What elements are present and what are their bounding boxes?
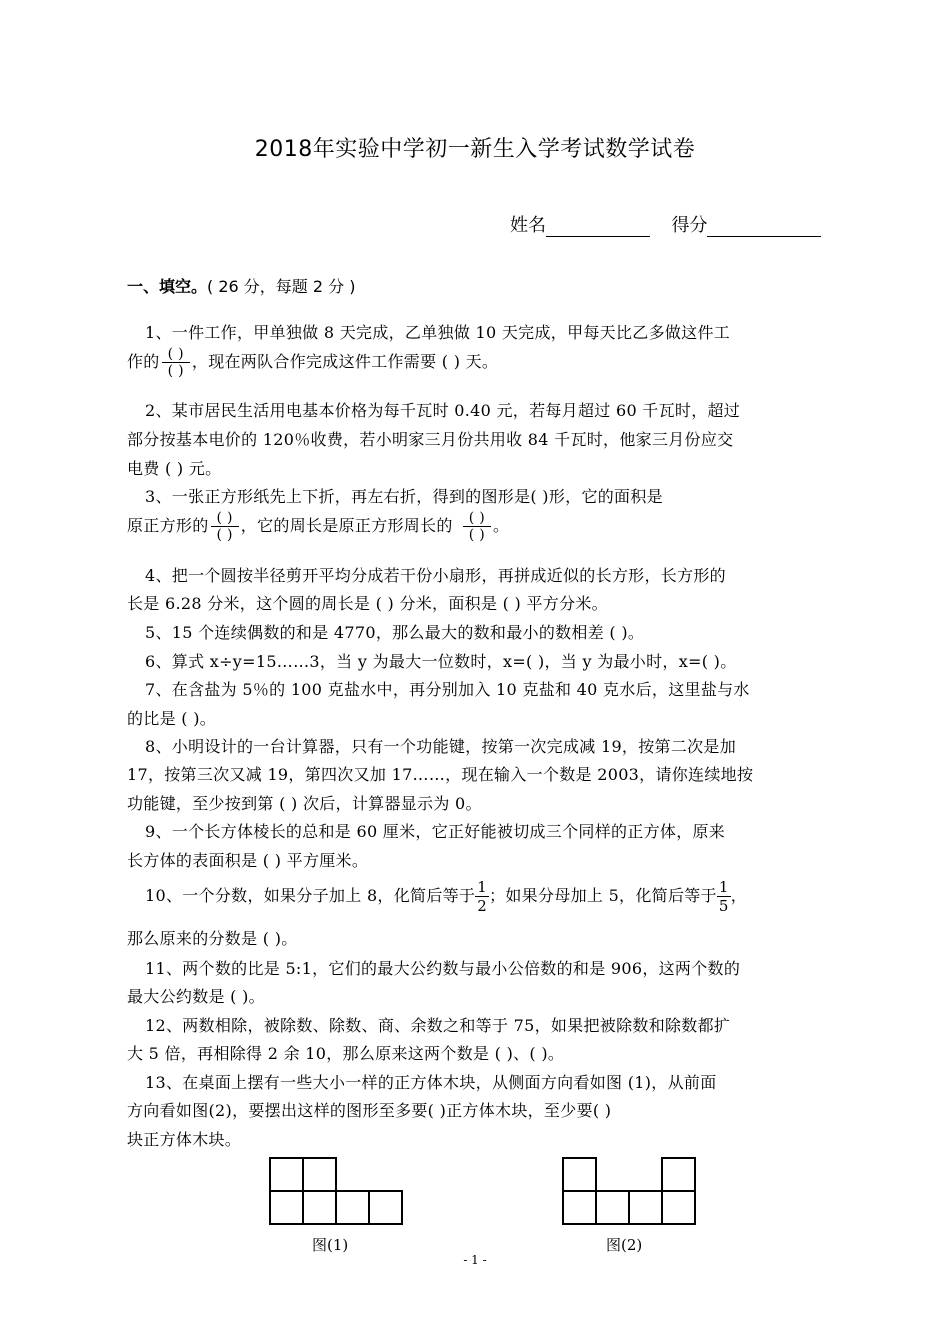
question-5: 5、15 个连续偶数的和是 4770，那么最大的数和最小的数相差 ( )。 [145,623,645,642]
q3-text-mid: ，它的周长是原正方形周长的 [240,516,453,535]
question-8-line-1: 8、小明设计的一台计算器，只有一个功能键，按第一次完成减 19，按第二次是加 [145,737,737,756]
fraction-numerator: ( ) [211,510,239,527]
name-blank[interactable] [546,214,650,237]
grid-cell [563,1158,596,1191]
question-13-line-3: 块正方体木块。 [127,1130,242,1149]
q10-text-mid: ；如果分母加上 5，化简后等于 [489,886,717,905]
q10-text-post: ， [730,886,748,905]
grid-cell [662,1158,695,1191]
grid-cell [563,1191,596,1224]
q3-text-post: 。 [492,516,510,535]
question-9-line-1: 9、一个长方体棱长的总和是 60 厘米，它正好能被切成三个同样的正方体，原来 [145,822,726,841]
question-3-line-2 [127,510,509,543]
grid-cell [303,1191,336,1224]
q1-fraction-blank[interactable] [162,346,190,379]
grid-cell [662,1191,695,1224]
page-number: - 1 - [463,1253,487,1267]
figure-2-caption: 图(2) [606,1236,643,1254]
section-points: ( 26 分，每题 2 分 ) [207,277,356,296]
fraction-denominator: 5 [718,897,729,915]
fraction-numerator: 1 [718,878,729,896]
q3-fraction-area[interactable] [211,510,239,543]
question-13-line-1: 13、在桌面上摆有一些大小一样的正方体木块，从侧面方向看如图 (1)，从前面 [145,1073,717,1092]
q1-text-pre: 作的 [127,352,160,371]
q10-text-pre: 10、一个分数，如果分子加上 8，化简后等于 [145,886,476,905]
fraction-denominator: 2 [477,897,488,915]
section-title: 一、填空。 [127,277,208,296]
grid-cell [596,1191,629,1224]
question-1-line-1: 1、一件工作，甲单独做 8 天完成，乙单独做 10 天完成，甲每天比乙多做这件工 [145,323,731,342]
question-12-line-2: 大 5 倍，再相除得 2 余 10，那么原来这两个数是 ( )、( )。 [127,1044,565,1063]
question-4-line-1: 4、把一个圆按半径剪开平均分成若干份小扇形，再拼成近似的长方形，长方形的 [145,566,726,585]
section-heading [127,274,355,297]
q1-text-post: ，现在两队合作完成这件工作需要 ( ) 天。 [191,352,499,371]
question-8-line-2: 17，按第三次又减 19，第四次又加 17……，现在输入一个数是 2003，请你连续地按 [127,765,754,784]
question-1-line-2 [127,346,498,379]
q3-text-pre: 原正方形的 [127,516,209,535]
fraction-numerator: 1 [477,878,488,896]
question-7-line-2: 的比是 ( )。 [127,709,217,728]
question-10-line-1 [145,878,747,915]
fraction-one-half [475,878,489,915]
fraction-denominator: ( ) [167,363,184,379]
score-blank[interactable] [707,214,821,237]
figure-1-caption: 图(1) [312,1236,349,1254]
fraction-numerator: ( ) [162,346,190,363]
question-2-line-3: 电费 ( ) 元。 [127,459,222,478]
fraction-denominator: ( ) [216,527,233,543]
grid-cell [303,1158,336,1191]
q3-fraction-perimeter[interactable] [463,510,491,543]
figure-1-grid [268,1156,404,1226]
name-label: 姓名 [510,215,546,236]
grid-cell [270,1158,303,1191]
fraction-numerator: ( ) [463,510,491,527]
question-9-line-2: 长方体的表面积是 ( ) 平方厘米。 [127,851,369,870]
student-info [510,211,821,237]
question-4-line-2: 长是 6.28 分米，这个圆的周长是 ( ) 分米，面积是 ( ) 平方分米。 [127,594,608,613]
question-7-line-1: 7、在含盐为 5％的 100 克盐水中，再分别加入 10 克盐和 40 克水后，这里盐与水 [145,680,750,699]
question-3-line-1: 3、一张正方形纸先上下折，再左右折，得到的图形是( )形，它的面积是 [145,487,663,506]
grid-cell [369,1191,402,1224]
question-2-line-2: 部分按基本电价的 120％收费，若小明家三月份共用收 84 千瓦时，他家三月份应交 [127,430,734,449]
question-8-line-3: 功能键，至少按到第 ( ) 次后，计算器显示为 0。 [127,794,482,813]
figure-2-grid [561,1156,697,1226]
grid-cell [629,1191,662,1224]
question-13-line-2: 方向看如图(2)，要摆出这样的图形至多要( )正方体木块，至少要( ) [127,1101,612,1120]
page-title: 2018年实验中学初一新生入学考试数学试卷 [254,137,696,162]
question-12-line-1: 12、两数相除，被除数、除数、商、余数之和等于 75，如果把被除数和除数都扩 [145,1016,731,1035]
question-11-line-1: 11、两个数的比是 5:1，它们的最大公约数与最小公倍数的和是 906，这两个数的 [145,959,741,978]
grid-cell [336,1191,369,1224]
score-label: 得分 [671,215,708,236]
question-6: 6、算式 x÷y=15……3，当 y 为最大一位数时，x=( )，当 y 为最小时，x=( )。 [145,652,737,671]
question-10-line-2: 那么原来的分数是 ( )。 [127,929,298,948]
grid-cell [270,1191,303,1224]
fraction-one-fifth [717,878,731,915]
fraction-denominator: ( ) [468,527,485,543]
question-2-line-1: 2、某市居民生活用电基本价格为每千瓦时 0.40 元，若每月超过 60 千瓦时，超过 [145,401,741,420]
question-11-line-2: 最大公约数是 ( )。 [127,987,265,1006]
